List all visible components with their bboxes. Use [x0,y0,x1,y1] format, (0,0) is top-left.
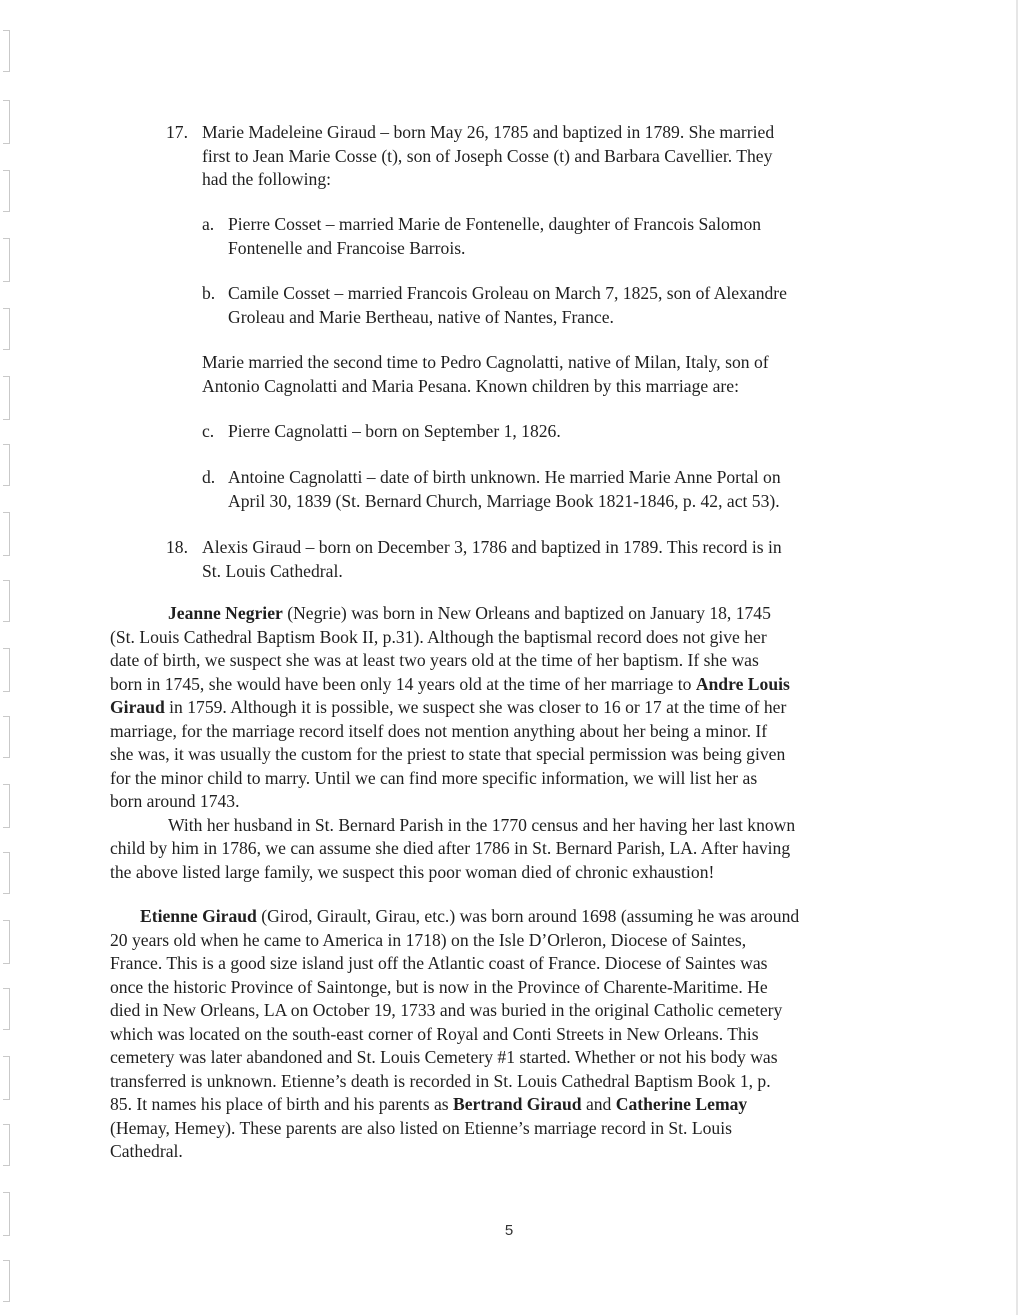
sub-a-line-2: Fontenelle and Francoise Barrois. [228,237,466,258]
sub-b-line-1: Camile Cosset – married Francois Groleau on March 7, 1825, son of Alexandre [228,283,787,303]
sub-letter-a: a. [202,214,215,234]
person-name-etienne-giraud: Etienne Giraud [140,906,257,926]
person-name-andre-louis: Andre Louis [695,673,790,694]
person-name-jeanne-negrier: Jeanne Negrier [168,603,283,623]
jeanne-line-3: date of birth, we suspect she was at least two years old at the time of her baptism. If she was [110,650,759,670]
jeanne-p2-line-1: With her husband in St. Bernard Parish in the 1770 census and her having her last known [168,814,796,835]
sub-a-line-1: Pierre Cosset – married Marie de Fontenelle, daughter of Francois Salomon [228,214,762,234]
page-number: 5 [504,1222,514,1239]
sub-letter-c: c. [202,421,215,441]
item-17-line-2: first to Jean Marie Cosse (t), son of Joseph Cosse (t) and Barbara Cavellier. They [202,145,773,166]
item-18-line-1: Alexis Giraud – born on December 3, 1786 and baptized in 1789. This record is in [202,537,782,557]
etienne-line-8: transferred is unknown. Etienne’s death is recorded in St. Louis Cathedral Baptism Book 1, p. [110,1070,771,1091]
etienne-line-4: once the historic Province of Saintonge, but is now in the Province of Charente-Maritime. He [110,976,768,997]
etienne-line-10: (Hemay, Hemey). These parents are also listed on Etienne’s marriage record in St. Louis [110,1117,732,1138]
sub-b-line-2: Groleau and Marie Bertheau, native of Nantes, France. [228,306,614,327]
jeanne-line-4: born in 1745, she would have been only 14 years old at the time of her marriage to Andre Louis [110,673,790,694]
list-number-18: 18. [166,537,188,557]
jeanne-line-2: (St. Louis Cathedral Baptism Book II, p.31). Although the baptismal record does not give her [110,626,767,647]
etienne-line-7: cemetery was later abandoned and St. Louis Cemetery #1 started. Whether or not his body was [110,1047,778,1067]
etienne-line-6: which was located on the south-east corner of Royal and Conti Streets in New Orleans. This [110,1023,759,1044]
person-name-bertrand-giraud: Bertrand Giraud [453,1094,582,1114]
etienne-line-11: Cathedral. [110,1141,183,1161]
item-17-line-3: had the following: [202,169,331,189]
item-17-line-1: Marie Madeleine Giraud – born May 26, 1785 and baptized in 1789. She married [202,122,775,142]
jeanne-line-8: for the minor child to marry. Until we can find more specific information, we will list her as [110,767,758,788]
jeanne-line-5: Giraud in 1759. Although it is possible, we suspect she was closer to 16 or 17 at the time of her [110,697,787,717]
sub-letter-b: b. [202,283,216,303]
etienne-line-5: died in New Orleans, LA on October 19, 1733 and was buried in the original Catholic cemetery [110,1000,783,1020]
jeanne-line-6: marriage, for the marriage record itself does not mention anything about her being a minor. If [110,720,768,741]
jeanne-line-9: born around 1743. [110,791,240,811]
sub-d-line-2: April 30, 1839 (St. Bernard Church, Marriage Book 1821-1846, p. 42, act 53). [228,490,780,511]
item-18-line-2: St. Louis Cathedral. [202,560,343,581]
etienne-line-3: France. This is a good size island just off the Atlantic coast of France. Diocese of Saintes was [110,953,768,973]
etienne-line-9: 85. It names his place of birth and his parents as Bertrand Giraud and Catherine Lemay [110,1094,748,1114]
second-marriage-line-1: Marie married the second time to Pedro Cagnolatti, native of Milan, Italy, son of [202,352,769,372]
jeanne-p2-line-3: the above listed large family, we suspect this poor woman died of chronic exhaustion! [110,861,715,882]
jeanne-line-7: she was, it was usually the custom for the priest to state that special permission was being given [110,744,786,764]
person-name-catherine-lemay: Catherine Lemay [615,1094,748,1114]
sub-c-line-1: Pierre Cagnolatti – born on September 1, 1826. [228,421,561,441]
list-number-17: 17. [166,122,188,142]
jeanne-p2-line-2: child by him in 1786, we can assume she died after 1786 in St. Bernard Parish, LA. After having [110,838,791,858]
etienne-line-2: 20 years old when he came to America in 1718) on the Isle D’Orleron, Diocese of Saintes, [110,929,747,950]
scan-binding-marks [3,30,13,1300]
sub-letter-d: d. [202,467,216,487]
second-marriage-line-2: Antonio Cagnolatti and Maria Pesana. Known children by this marriage are: [202,375,739,396]
jeanne-line-1: Jeanne Negrier (Negrie) was born in New Orleans and baptized on January 18, 1745 [168,603,771,623]
person-name-giraud: Giraud [110,697,165,717]
sub-d-line-1: Antoine Cagnolatti – date of birth unknown. He married Marie Anne Portal on [228,467,781,487]
etienne-line-1: Etienne Giraud (Girod, Girault, Girau, etc.) was born around 1698 (assuming he was around [140,906,800,926]
